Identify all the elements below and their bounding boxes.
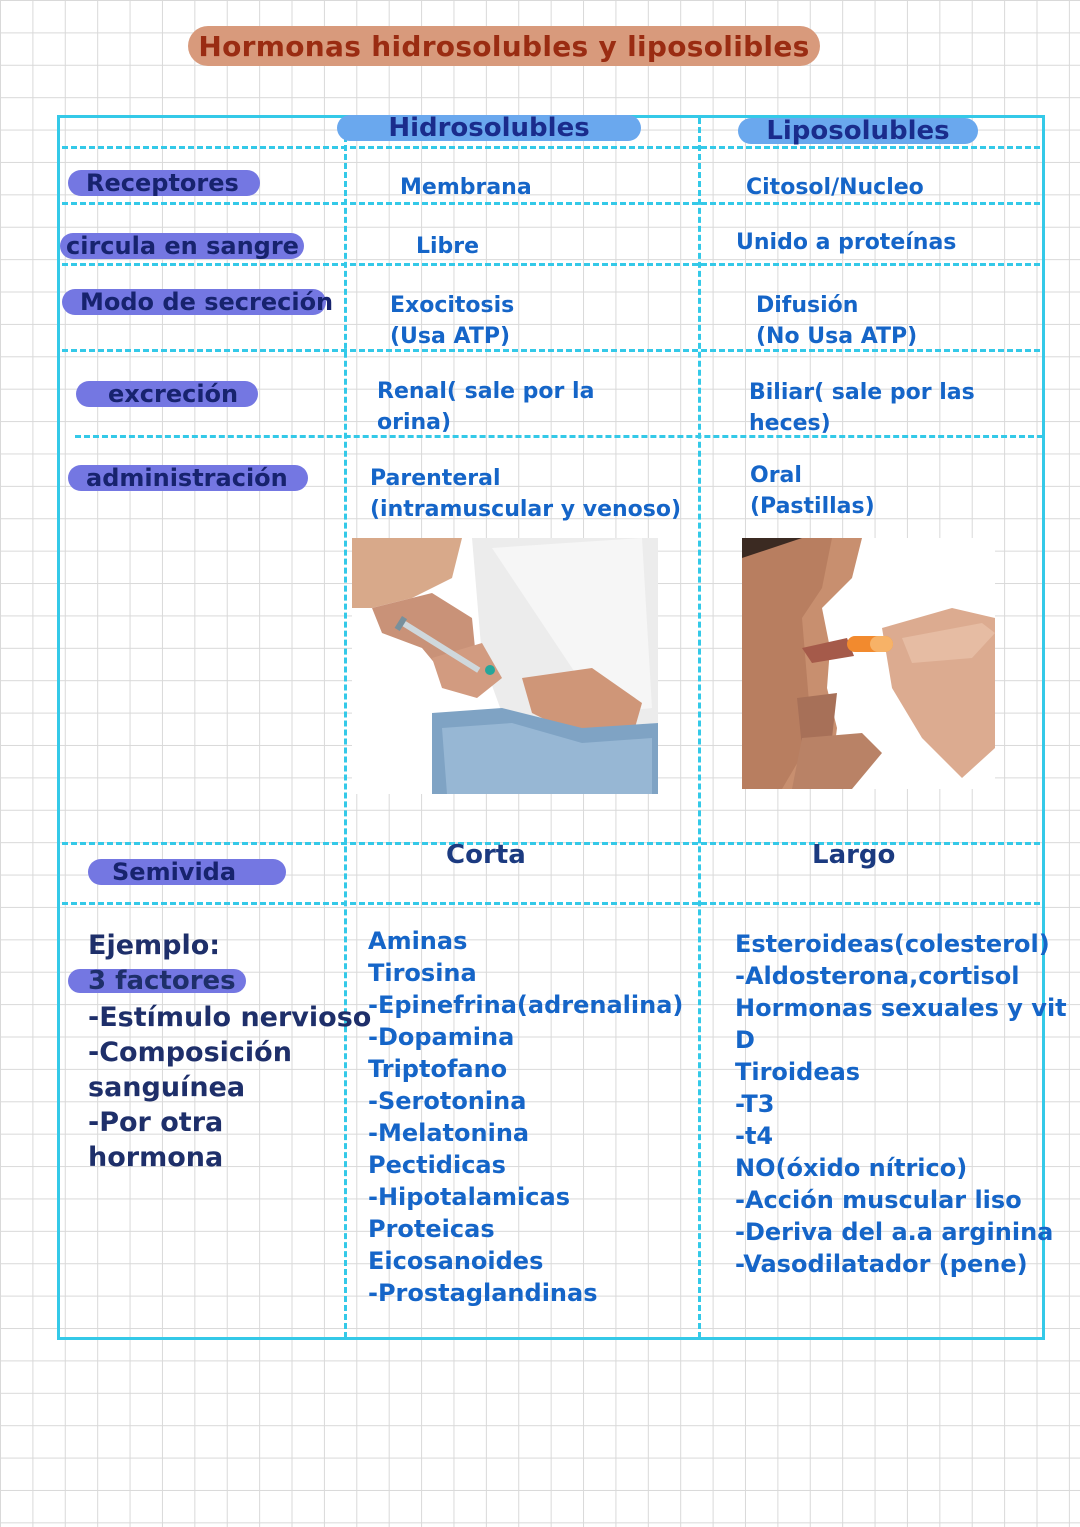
- row-label-secrecion: Modo de secreción: [62, 289, 326, 315]
- cell-secrecion-lipo: Difusión (No Usa ATP): [756, 293, 918, 349]
- list-item: -Por otra: [88, 1107, 224, 1138]
- pill-photo: [742, 538, 995, 789]
- page-title: [188, 26, 820, 66]
- ejemplo-highlight: 3 factores: [68, 969, 246, 993]
- list-item: -t4: [735, 1122, 774, 1150]
- list-item: -Vasodilatador (pene): [735, 1250, 1028, 1278]
- list-item: -Serotonina: [368, 1087, 527, 1115]
- ejemplo-list: [88, 1000, 371, 1175]
- list-item: Esteroideas(colesterol): [735, 930, 1050, 958]
- page-title-text: Hormonas hidrosolubles y liposolibles: [198, 29, 810, 63]
- hidro-examples-list: [368, 925, 683, 1309]
- lipo-examples-list: [735, 928, 1067, 1280]
- list-item: -Estímulo nervioso: [88, 1002, 372, 1033]
- cell-circula-lipo: Unido a proteínas: [736, 230, 957, 255]
- row-label-circula: circula en sangre: [60, 233, 304, 259]
- list-item: -Dopamina: [368, 1023, 515, 1051]
- row-label-receptores: Receptores: [68, 170, 260, 196]
- list-item: Pectidicas: [368, 1151, 506, 1179]
- list-item: Aminas: [368, 927, 468, 955]
- row-divider: [62, 902, 1040, 905]
- list-item: -Deriva del a.a arginina: [735, 1218, 1054, 1246]
- list-item: -T3: [735, 1090, 775, 1118]
- row-label-excrecion: excreción: [76, 381, 258, 407]
- row-label-administracion: administración: [68, 465, 308, 491]
- list-item: D: [735, 1026, 755, 1054]
- list-item: NO(óxido nítrico): [735, 1154, 968, 1182]
- list-item: Proteicas: [368, 1215, 495, 1243]
- row-divider: [62, 263, 1040, 266]
- cell-administracion-lipo: Oral (Pastillas): [750, 463, 875, 519]
- cell-semivida-hidro: Corta: [446, 840, 526, 870]
- cell-excrecion-hidro: Renal( sale por la orina): [377, 379, 595, 435]
- cell-receptores-lipo: Citosol/Nucleo: [746, 175, 924, 200]
- column-header-liposolubles: Liposolubles: [738, 118, 978, 144]
- list-item: -Acción muscular liso: [735, 1186, 1022, 1214]
- list-item: -Melatonina: [368, 1119, 530, 1147]
- pill-illustration: [742, 538, 995, 789]
- cell-excrecion-lipo: Biliar( sale por las heces): [749, 380, 975, 436]
- ejemplo-label: Ejemplo:: [88, 930, 221, 961]
- list-item: Tiroideas: [735, 1058, 861, 1086]
- column-header-hidrosolubles: Hidrosolubles: [337, 115, 641, 141]
- list-item: Triptofano: [368, 1055, 508, 1083]
- list-item: -Composición: [88, 1037, 292, 1068]
- column-divider: [698, 118, 701, 1338]
- injection-photo: [352, 538, 658, 794]
- injection-illustration: [352, 538, 658, 794]
- list-item: Tirosina: [368, 959, 477, 987]
- cell-receptores-hidro: Membrana: [400, 175, 532, 200]
- cell-administracion-hidro: Parenteral (intramuscular y venoso): [370, 466, 682, 522]
- list-item: sanguínea: [88, 1072, 246, 1103]
- cell-secrecion-hidro: Exocitosis (Usa ATP): [390, 293, 515, 349]
- list-item: Hormonas sexuales y vit: [735, 994, 1067, 1022]
- row-label-semivida: Semivida: [88, 859, 286, 885]
- list-item: Eicosanoides: [368, 1247, 544, 1275]
- row-divider: [62, 146, 1040, 149]
- cell-semivida-lipo: Largo: [812, 840, 896, 870]
- list-item: -Epinefrina(adrenalina): [368, 991, 684, 1019]
- list-item: -Prostaglandinas: [368, 1279, 598, 1307]
- cell-circula-hidro: Libre: [416, 234, 480, 259]
- list-item: hormona: [88, 1142, 224, 1173]
- list-item: -Aldosterona,cortisol: [735, 962, 1020, 990]
- list-item: -Hipotalamicas: [368, 1183, 570, 1211]
